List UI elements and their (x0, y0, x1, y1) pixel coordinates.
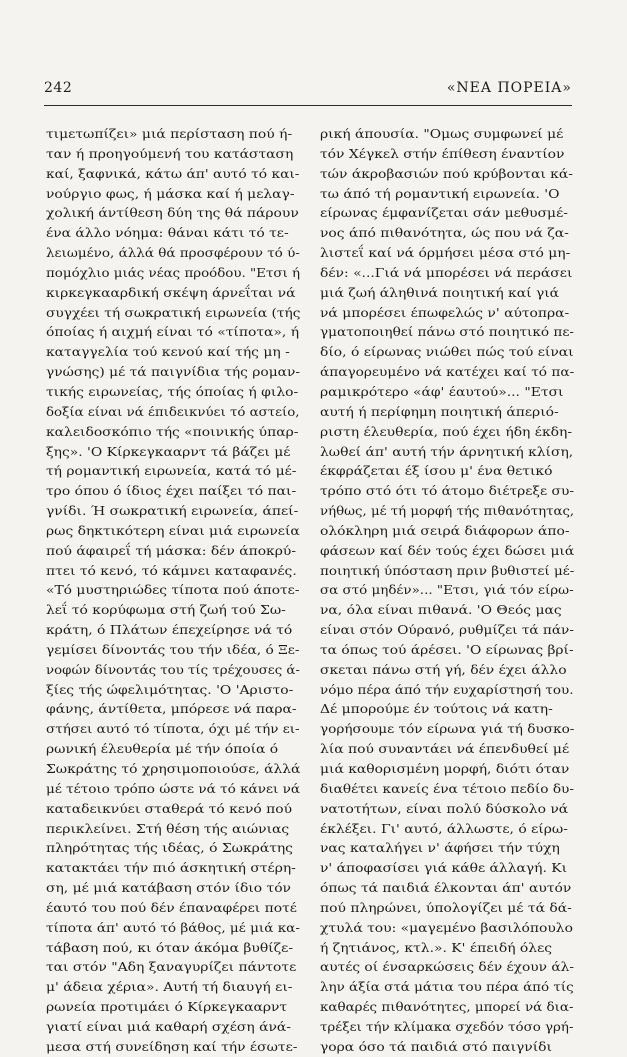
text-line: διαθέτει κανείς ένα τέτοιο πεδίο δυ- (320, 780, 574, 796)
text-line: δέν: «...Γιά νά μπορέσει νά περάσει (320, 264, 573, 280)
text-line: νούργιο φως, ή μάσκα καί ή μελαγ- (46, 185, 295, 201)
text-line: ρική άπουσία. "Ομως συμφωνεί μέ (320, 126, 564, 141)
text-line: ποιητική ύπόσταση πριν βυθιστεί μέ- (320, 562, 575, 578)
header-rule (44, 105, 572, 106)
text-line: πού άφαιρεΐ τή μάσκα: δέν άποκρύ- (46, 542, 297, 558)
text-line: νά μπορέσει έπωφελώς ν' αύτοπρα- (320, 304, 570, 320)
text-line: τών άκροβασιών πού κρύβονται κά- (320, 165, 573, 181)
text-line: δοξία είναι νά έπιδεικνύει τό αστείο, (46, 403, 300, 419)
text-line: κατακτάει τήν πιό άσκητική στέρη- (46, 860, 296, 876)
text-line: ξίες τής ώφελιμότητας. 'Ο 'Αριστο- (46, 681, 294, 697)
text-line: πτει τό κενό, τό κάμνει καταφανές. (46, 562, 297, 578)
text-line: καθαρές πιθανότητες, μπορεί νά δια- (320, 999, 574, 1015)
text-line: γορήσουμε τόν είρωνα γιά τή δυσκο- (320, 721, 575, 737)
text-line: έαυτό του πού δέν έπαναφέρει ποτέ (46, 899, 297, 915)
text-line: χολική άντίθεση δύη της θά πάρουν (46, 205, 299, 221)
text-line: νατοτήτων, είναι πολύ δύσκολο νά (320, 800, 569, 816)
text-line: «Τό μυστηριώδες τίποτα πού άποτε- (46, 582, 300, 598)
text-line: όποίας ή αιχμή είναι τό «τίποτα», ή (46, 324, 300, 340)
text-line: μεσα στή συνείδηση καί τήν έσωτε- (46, 1038, 298, 1054)
text-line: καταγγελία τού κενού καί τής μη - (46, 344, 290, 360)
text-line: ένα άλλο νόημα: θάναι κάτι τό τε- (46, 225, 289, 241)
text-line: ταν ή προηγούμενή του κατάσταση (46, 145, 294, 161)
text-line: περικλείνει. Στή θέση τής αιώνιας (46, 820, 290, 836)
text-line: πληρότητας τής ιδέας, ό Σωκράτης (46, 840, 293, 856)
text-line: αυτή ή περίφημη ποιητική άπεριό- (320, 403, 559, 419)
text-line: ολόκληρη μιά σειρά διάφορων άπο- (320, 522, 570, 538)
text-line: λην άξία στά μάτια του πέρα άπό τίς (320, 979, 574, 995)
text-line: λωθεί άπ' αυτή τήν άρνητική κλίση, (320, 443, 574, 459)
text-line: λεΐ τό κορύφωμα στή ζωή τού Σω- (46, 602, 286, 618)
text-line: τικής ειρωνείας, τής όποίας ή φιλο- (46, 383, 299, 399)
text-column-right (320, 124, 574, 1057)
text-line: τρο όπου ό ίδιος έχει παίξει τό παι- (46, 483, 297, 499)
text-line: ν' άποφασίσει γιά κάθε άλλαγή. Κι (320, 860, 568, 876)
text-line: είναι στόν Ούρανό, ρυθμίζει τά πάν- (320, 622, 574, 638)
text-line: νοφών δίνοντάς του τίς τρέχουσες ά- (46, 661, 300, 677)
text-line: όπως τά παιδιά έλκονται άπ' αυτόν (320, 880, 572, 896)
page-number: 242 (44, 80, 73, 96)
text-line: δίο, ό είρωνας νιώθει πώς τού είναι (320, 344, 574, 360)
text-line: φάνης, άντίθετα, μπόρεσε νά παρα- (46, 701, 297, 717)
text-line: καί, ξαφνικά, κάτω άπ' αυτό τό και- (46, 165, 300, 181)
text-line: μ' άδεια χέρια». Αυτή τή διαυγή ει- (46, 979, 293, 995)
text-line: τιμετωπίζει» μιά περίσταση πού ή- (46, 126, 293, 141)
text-line: τόν Χέγκελ στήν έπίθεση έναντίον (320, 145, 565, 161)
journal-title: «ΝΕΑ ΠΟΡΕΙΑ» (446, 80, 572, 96)
text-line: τρόπο στό ότι τό άτομο διέτρεξε συ- (320, 483, 575, 499)
text-line: τρέξει τήν κλίμακα σχεδόν τόσο γρή- (320, 1018, 574, 1034)
text-line: Σωκράτης τό χρησιμοποιούσε, άλλά (46, 761, 301, 776)
text-line: τίποτα άπ' αυτό τό βάθος, μέ μιά κα- (46, 919, 300, 935)
text-line: νας καταλήγει ν' άφήσει τήν τύχη (320, 840, 560, 856)
text-column-left (46, 124, 300, 1057)
text-line: έκφράζεται έξ ίσου μ' ένα θετικό (320, 463, 553, 479)
text-line: νόμο πέρα άπό τήν ευχαρίστησή του. (320, 681, 574, 697)
text-line: ή ζητιάνος, κτλ.». Κ' έπειδή όλες (320, 939, 553, 955)
text-line: έκλέξει. Γι' αυτό, άλλωστε, ό είρω- (320, 820, 568, 836)
text-line: είρωνας έμφανίζεται σάν μεθυσμέ- (320, 205, 568, 221)
text-line: ρωνική έλευθερία μέ τήν όποία ό (46, 741, 279, 757)
text-line: κράτη, ό Πλάτων έπεχείρησε νά τό (46, 622, 293, 638)
text-line: χτυλά του: «μαγεμένο βασιλόπουλο (320, 919, 573, 935)
text-line: καλειδοσκόπιο τής «ποινικής ύπαρ- (46, 423, 299, 439)
text-line: γιατί είναι μιά καθαρή σχέση άνά- (46, 1018, 291, 1034)
text-line: ρως δηκτικότερη είναι μιά ειρωνεία (46, 522, 300, 538)
text-line: τα όπως τού άρέσει. 'Ο είρωνας βρί- (320, 641, 574, 657)
text-line: ται στόν "Αδη ξαναγυρίζει πάντοτε (46, 959, 297, 975)
text-line: λειωμένο, άλλά θά προσφέρουν τό ύ- (46, 245, 300, 261)
text-line: Δέ μπορούμε έν τούτοις νά κατη- (320, 701, 553, 717)
text-line: συγχέει τή σωκρατική ειρωνεία (τής (46, 304, 301, 320)
text-line: πομόχλιο μιάς νέας προόδου. "Ετσι ή (46, 264, 301, 280)
text-line: ξης». 'Ο Κίρκεγκααρντ τά βάζει μέ (46, 443, 291, 459)
text-line: να, όλα είναι πιθανά. 'Ο Θεός μας (320, 602, 562, 618)
text-line: καταδεικνύει σταθερά τό κενό πού (46, 800, 293, 816)
text-line: τή ρομαντική ειρωνεία, κατά τό μέ- (46, 463, 297, 479)
text-line: στήσει αυτό τό τίποτα, όχι μέ τήν ει- (46, 721, 300, 737)
text-line: ση, μέ μιά κατάβαση στόν ίδιο τόν (46, 880, 291, 896)
text-line: αυτές οί ένσαρκώσεις δέν έχουν άλ- (320, 959, 574, 975)
text-line: ρωνεία προτιμάει ό Κίρκεγκααρντ (46, 999, 288, 1015)
text-line: ραμικρότερο «άφ' έαυτού»... "Ετσι (320, 383, 564, 399)
text-line: μιά ζωή άληθινά ποιητική καί γιά (320, 284, 560, 300)
text-line: σκεται πάνω στή γή, δέν έχει άλλο (320, 661, 567, 677)
text-line: σα στό μηδέν»... "Ετσι, γιά τόν είρω- (320, 582, 574, 598)
text-line: μιά καθορισμένη μορφή, διότι όταν (320, 761, 570, 776)
text-line: γματοποιηθεί πάνω στό ποιητικό πε- (320, 324, 574, 340)
text-line: γεμίσει δίνοντάς του τήν ιδέα, ό Ξε- (46, 641, 300, 657)
text-line: τω άπό τή ρομαντική ειρωνεία. 'Ο (320, 185, 560, 201)
text-line: γνώσης) μέ τά παιγνίδια τής ρομαν- (46, 364, 301, 380)
text-line: τάβαση πού, κι όταν άκόμα βυθίζε- (46, 939, 294, 955)
text-line: φάσεων καί δέν τούς έχει δώσει μιά (320, 542, 575, 558)
text-line: νήθως, μέ τή μορφή τής πιθανότητας, (320, 503, 575, 519)
running-header (44, 80, 572, 104)
text-line: λιστεΐ καί νά όρμήσει μέσα στό μη- (320, 245, 571, 261)
text-line: γορα όσο τά παιδιά στό παιγνίδι (320, 1038, 552, 1054)
text-line: λία πού συναντάει νά έπενδυθεί μέ (320, 741, 570, 757)
text-line: γνίδι. Ή σωκρατική ειρωνεία, άπεί- (46, 503, 299, 519)
text-line: ριστη έλευθερία, πού έχει ήδη έκδη- (320, 423, 573, 439)
text-line: πού πληρώνει, ύπολογίζει μέ τά δά- (320, 899, 572, 915)
text-line: κιρκεγκααρδική σκέψη άρνεΐται νά (46, 284, 296, 300)
text-line: νος άπό πιθανότητα, ώς που νά ζα- (320, 225, 569, 241)
text-line: άπαγορευμένο νά κατέχει καί τό πα- (320, 364, 575, 380)
text-line: μέ τέτοιο τρόπο ώστε νά τό κάνει νά (46, 780, 301, 796)
